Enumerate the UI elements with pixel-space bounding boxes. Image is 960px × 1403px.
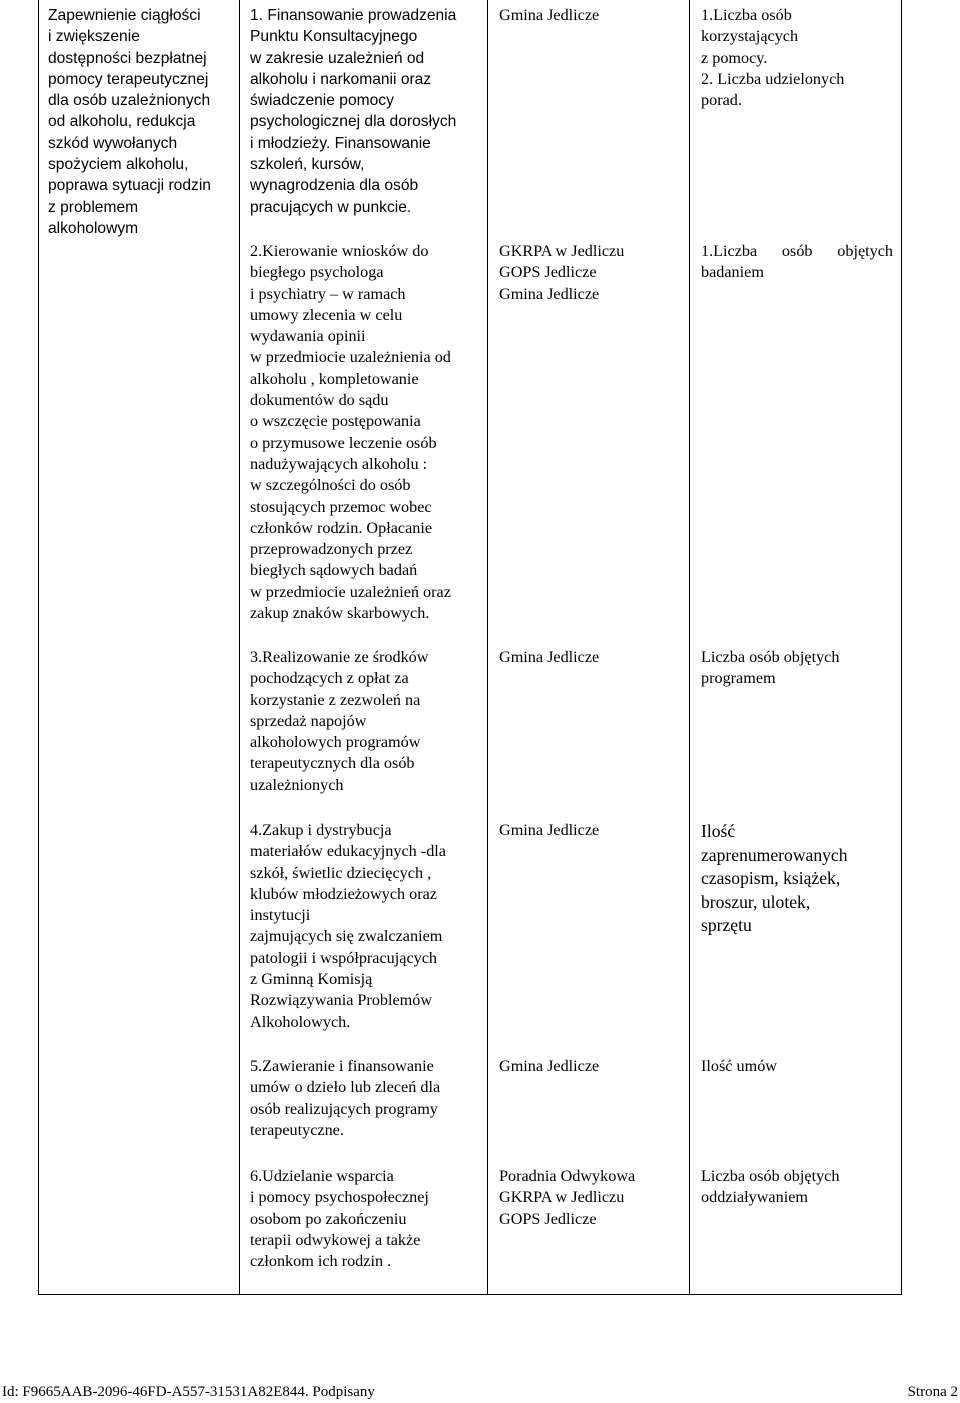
indicator-cell: Liczba osób objętych programem — [701, 648, 840, 688]
indicator-cell: Ilość umów — [701, 1057, 777, 1075]
responsible-cell: Poradnia Odwykowa GKRPA w Jedliczu GOPS Jedlicze — [499, 1167, 636, 1228]
page-number: Strona 2 — [907, 1384, 958, 1400]
task-cell: 6.Udzielanie wsparcia i pomocy psychospołecznej osobom po zakończeniu terapii odwykowej a także członkom ich rodzin . — [250, 1167, 429, 1271]
indicator-cell: 1.Liczba osób korzystających z pomocy. 2. Liczba udzielonych porad. — [701, 6, 845, 110]
indicator-cell: Ilość zaprenumerowanych czasopism, książek, broszur, ulotek, sprzętu — [701, 821, 848, 935]
task-cell: 4.Zakup i dystrybucja materiałów edukacyjnych -dla szkół, świetlic dziecięcych , klubów młodzieżowych oraz instytucji zajmujących się zwalczaniem patologii i współpracujących z Gminną Komisją Rozwiązywania Problemów Alkoholowych. — [250, 821, 446, 1031]
indicator-cell: 1.Liczba osób objętych badaniem — [701, 242, 893, 282]
column-divider — [689, 0, 690, 1294]
goal-cell: Zapewnienie ciągłości i zwiększenie dostępności bezpłatnej pomocy terapeutycznej dla osób uzależnionych od alkoholu, redukcja szkód wywołanych spożyciem alkoholu, poprawa sytuacji rodzin z problemem alkoholowym — [48, 7, 211, 237]
column-divider — [239, 0, 240, 1294]
task-cell: 2.Kierowanie wniosków do biegłego psychologa i psychiatry – w ramach umowy zlecenia w celu wydawania opinii w przedmiocie uzależnienia od alkoholu , kompletowanie dokumentów do sądu o wszczęcie postępowania o przymusowe leczenie osób nadużywających alkoholu : w szczególności do osób stosujących przemoc wobec członków rodzin. Opłacanie przeprowadzonych przez biegłych sądowych badań w przedmiocie uzależnień oraz zakup znaków skarbowych. — [250, 242, 451, 623]
responsible-cell: Gmina Jedlicze — [499, 821, 600, 839]
responsible-cell: Gmina Jedlicze — [499, 648, 600, 666]
task-cell: 5.Zawieranie i finansowanie umów o dzieło lub zleceń dla osób realizujących programy terapeutyczne. — [250, 1057, 441, 1139]
task-cell: 3.Realizowanie ze środków pochodzących z opłat za korzystanie z zezwoleń na sprzedaż napojów alkoholowych programów terapeutycznych dla osób uzależnionych — [250, 648, 429, 794]
document-id: Id: F9665AAB-2096-46FD-A557-31531A82E844. Podpisany — [2, 1384, 375, 1400]
indicator-cell: Liczba osób objętych oddziaływaniem — [701, 1167, 840, 1207]
responsible-cell: GKRPA w Jedliczu GOPS Jedlicze Gmina Jedlicze — [499, 242, 625, 303]
task-cell: 1. Finansowanie prowadzenia Punktu Konsultacyjnego w zakresie uzależnień od alkoholu i narkomanii oraz świadczenie pomocy psychologicznej dla dorosłych i młodzieży. Finansowanie szkoleń, kursów, wynagrodzenia dla osób pracujących w punkcie. — [250, 7, 457, 216]
responsible-cell: Gmina Jedlicze — [499, 1057, 600, 1075]
responsible-cell: Gmina Jedlicze — [499, 6, 600, 24]
